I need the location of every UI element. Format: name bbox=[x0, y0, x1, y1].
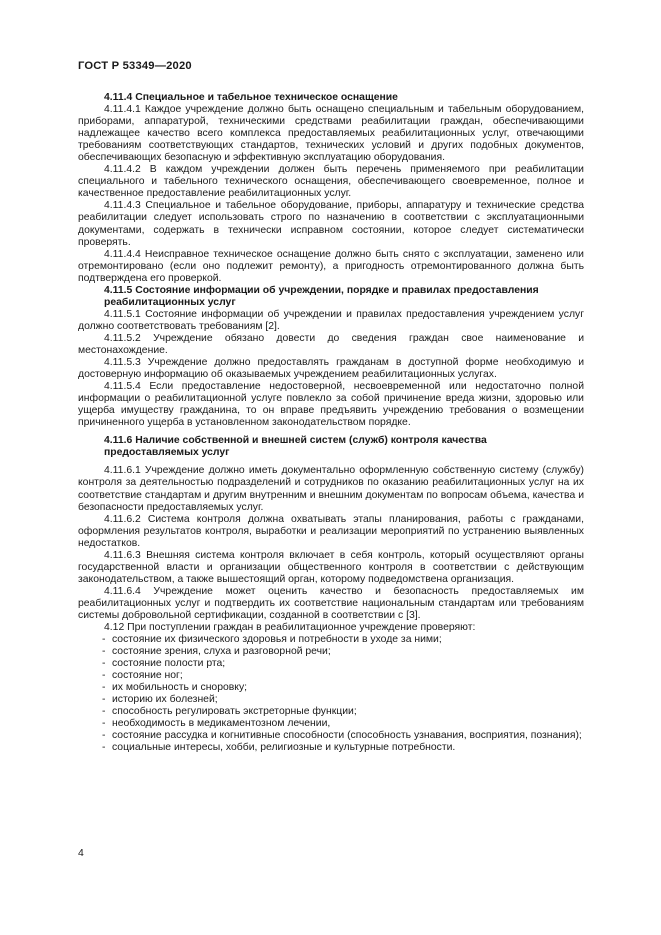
section-heading-4-11-5: 4.11.5 Состояние информации об учреждении, порядке и правилах предоставления реабилитационных услуг bbox=[104, 284, 539, 308]
paragraph-4-11-6-2: 4.11.6.2 Система контроля должна охватывать этапы планирования, работы с гражданами, оформления результатов контроля, выработки и реализации мероприятий по устранению выявленных недостатков. bbox=[78, 513, 584, 549]
list-item: - состояние рассудка и когнитивные способности (способность узнавания, восприятия, познания); bbox=[78, 730, 584, 742]
paragraph-4-11-6-1: 4.11.6.1 Учреждение должно иметь документально оформленную собственную систему (службу) контроля за деятельностью подразделений и сотрудников по оказанию реабилитационных услуг на их соответствие стандартам и другим внутренним и внешним документам по вопросам объема, качества и безопасности предоставляемых услуг. bbox=[78, 465, 584, 513]
document-body bbox=[78, 92, 584, 755]
section-heading-4-11-6: 4.11.6 Наличие собственной и внешней систем (служб) контроля качества предоставляемых услуг bbox=[104, 435, 487, 459]
paragraph-4-12: 4.12 При поступлении граждан в реабилитационное учреждение проверяют: bbox=[104, 622, 476, 634]
paragraph-4-11-4-1: 4.11.4.1 Каждое учреждение должно быть оснащено специальным и табельным оборудованием, приборами, аппаратурой, техническими средствами реабилитации граждан, обеспечивающими надлежащее качество всего комплекса предоставляемых реабилитационных услуг, отвечающими требованиям соответствующих стандартов, технических условий и других подобных документов, обеспечивающих безопасную и эффективную эксплуатацию оборудования. bbox=[78, 104, 584, 164]
paragraph-4-11-6-3: 4.11.6.3 Внешняя система контроля включает в себя контроль, который осуществляют органы государственной власти и организации общественного контроля в соответствии с действующим законодательством, а также вышестоящий орган, которому подведомствена организация. bbox=[78, 549, 584, 585]
paragraph-4-11-5-1: 4.11.5.1 Состояние информации об учреждении и правилах предоставления учреждением услуг должно соответствовать требованиям [2]. bbox=[78, 308, 584, 332]
list-item: - их мобильность и сноровку; bbox=[78, 682, 584, 694]
list-item: - необходимость в медикаментозном лечении, bbox=[78, 718, 584, 730]
list-item: - состояние полости рта; bbox=[78, 658, 584, 670]
paragraph-4-11-5-3: 4.11.5.3 Учреждение должно предоставлять гражданам в доступной форме необходимую и достоверную информацию об оказываемых учреждением реабилитационных услугах. bbox=[78, 357, 584, 381]
paragraph-4-11-4-3: 4.11.4.3 Специальное и табельное оборудование, приборы, аппаратуру и технические средства реабилитации следует использовать строго по назначению в соответствии с эксплуатационными документами, содержать в технически исправном состоянии, которое следует систематически проверять. bbox=[78, 200, 584, 248]
standard-header: ГОСТ Р 53349—2020 bbox=[78, 60, 192, 72]
check-list bbox=[78, 634, 584, 754]
list-item: - состояние их физического здоровья и потребности в уходе за ними; bbox=[78, 634, 584, 646]
page-number: 4 bbox=[78, 848, 84, 859]
paragraph-4-11-6-4: 4.11.6.4 Учреждение может оценить качество и безопасность предоставляемых им реабилитационных услуг и подтвердить их соответствие национальным стандартам или требованиям системы добровольной сертификации, созданной в соответствии с [3]. bbox=[78, 585, 584, 621]
paragraph-4-11-5-4: 4.11.5.4 Если предоставление недостоверной, несвоевременной или недостаточно полной информации о реабилитационной услуге повлекло за собой причинение вреда жизни, здоровью или ущерба имуществу гражданина, то он вправе предъявить учреждению требования о возмещении причиненного ущерба в установленном законодательством порядке. bbox=[78, 381, 584, 429]
list-item: - историю их болезней; bbox=[78, 694, 584, 706]
list-item: - состояние зрения, слуха и разговорной речи; bbox=[78, 646, 584, 658]
list-item: - состояние ног; bbox=[78, 670, 584, 682]
list-item: - социальные интересы, хобби, религиозные и культурные потребности. bbox=[78, 742, 584, 754]
paragraph-4-11-4-4: 4.11.4.4 Неисправное техническое оснащение должно быть снято с эксплуатации, заменено или отремонтировано (если оно подлежит ремонту), а пригодность отремонтированного должна быть подтверждена его проверкой. bbox=[78, 248, 584, 284]
section-heading-4-11-4: 4.11.4 Специальное и табельное техническое оснащение bbox=[104, 92, 398, 103]
list-item: - способность регулировать экстреторные функции; bbox=[78, 706, 584, 718]
paragraph-4-11-4-2: 4.11.4.2 В каждом учреждении должен быть перечень применяемого при реабилитации специального и табельного технического оснащения, обеспечивающего своевременное, полное и качественное предоставление реабилитационных услуг. bbox=[78, 164, 584, 200]
paragraph-4-11-5-2: 4.11.5.2 Учреждение обязано довести до сведения граждан свое наименование и местонахождение. bbox=[78, 332, 584, 356]
